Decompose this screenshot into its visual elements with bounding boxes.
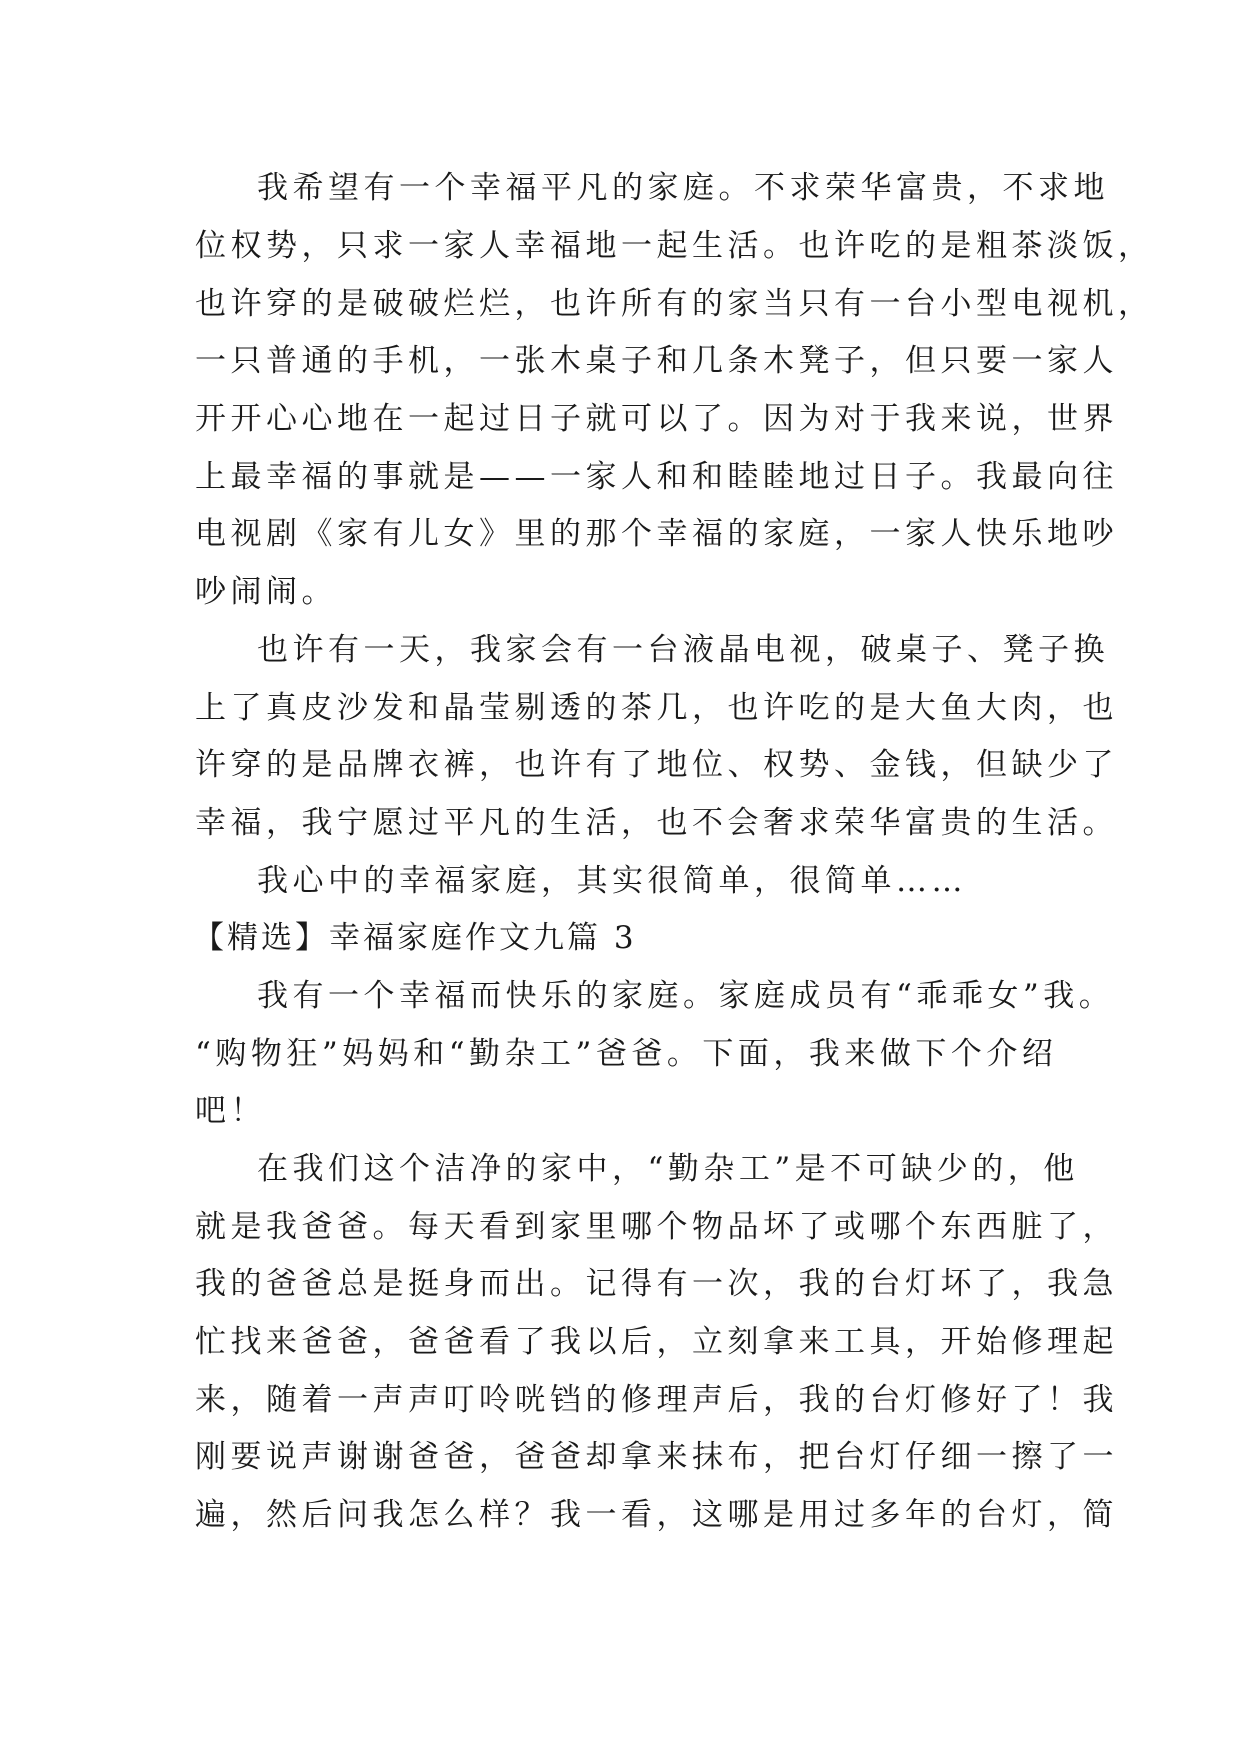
paragraph-5-line-3: 我的爸爸总是挺身而出。记得有一次，我的台灯坏了，我急 (195, 1266, 1118, 1302)
paragraph-1-line-4: 一只普通的手机，一张木桌子和几条木凳子，但只要一家人 (195, 343, 1118, 379)
paragraph-5-line-6: 刚要说声谢谢爸爸，爸爸却拿来抹布，把台灯仔细一擦了一 (195, 1439, 1118, 1475)
paragraph-5-line-7: 遍，然后问我怎么样？我一看，这哪是用过多年的台灯，简 (195, 1497, 1118, 1533)
paragraph-4-line-3: 吧！ (195, 1093, 266, 1129)
paragraph-2-line-2: 上了真皮沙发和晶莹剔透的茶几，也许吃的是大鱼大肉，也 (195, 690, 1118, 726)
paragraph-5-line-4: 忙找来爸爸，爸爸看了我以后，立刻拿来工具，开始修理起 (195, 1324, 1118, 1360)
paragraph-2-line-1: 也许有一天，我家会有一台液晶电视，破桌子、凳子换 (257, 632, 1109, 668)
paragraph-1-line-6: 上最幸福的事就是——一家人和和睦睦地过日子。我最向往 (195, 459, 1118, 495)
paragraph-1-line-8: 吵闹闹。 (195, 574, 337, 610)
paragraph-1-line-7: 电视剧《家有儿女》里的那个幸福的家庭，一家人快乐地吵 (195, 516, 1118, 552)
paragraph-1-line-5: 开开心心地在一起过日子就可以了。因为对于我来说，世界 (195, 401, 1118, 437)
paragraph-4-line-1: 我有一个幸福而快乐的家庭。家庭成员有“乖乖女”我。 (257, 978, 1115, 1014)
paragraph-1-line-3: 也许穿的是破破烂烂，也许所有的家当只有一台小型电视机， (195, 286, 1154, 322)
paragraph-1-line-1: 我希望有一个幸福平凡的家庭。不求荣华富贵，不求地 (257, 170, 1109, 206)
paragraph-4-line-2: “购物狂”妈妈和“勤杂工”爸爸。下面，我来做下个介绍 (195, 1036, 1058, 1072)
paragraph-2-line-4: 幸福，我宁愿过平凡的生活，也不会奢求荣华富贵的生活。 (195, 805, 1118, 841)
paragraph-3-line-1: 我心中的幸福家庭，其实很简单，很简单…… (257, 863, 967, 899)
paragraph-5-line-2: 就是我爸爸。每天看到家里哪个物品坏了或哪个东西脏了， (195, 1209, 1118, 1245)
paragraph-1-line-2: 位权势，只求一家人幸福地一起生活。也许吃的是粗茶淡饭， (195, 228, 1154, 264)
paragraph-5-line-5: 来，随着一声声叮呤咣铛的修理声后，我的台灯修好了！我 (195, 1382, 1118, 1418)
section-heading: 【精选】幸福家庭作文九篇 3 (193, 920, 637, 956)
paragraph-5-line-1: 在我们这个洁净的家中，“勤杂工”是不可缺少的，他 (257, 1151, 1079, 1187)
paragraph-2-line-3: 许穿的是品牌衣裤，也许有了地位、权势、金钱，但缺少了 (195, 747, 1118, 783)
